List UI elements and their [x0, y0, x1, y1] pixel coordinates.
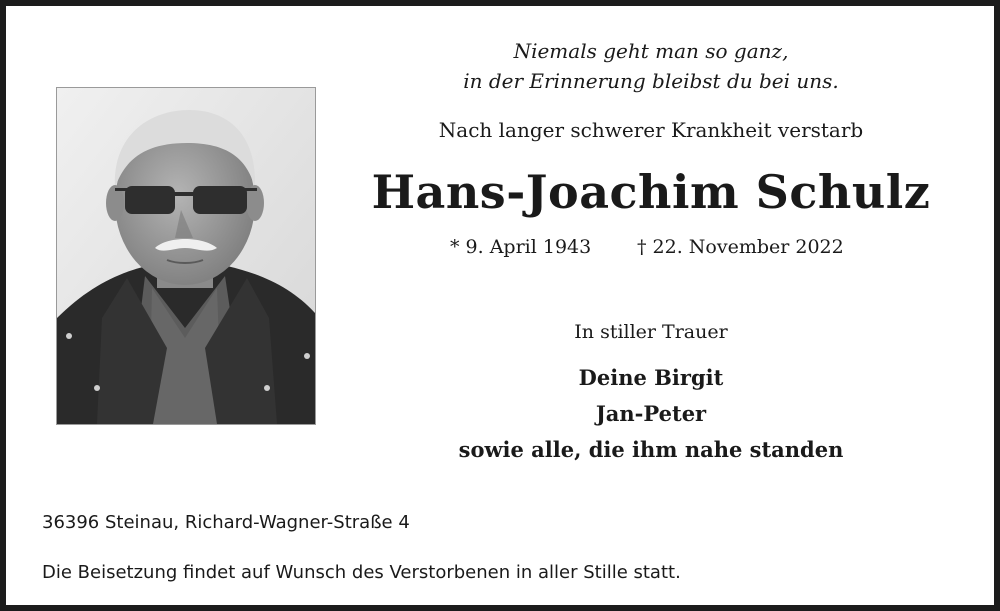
mourner-name: Jan-Peter: [595, 401, 707, 426]
mourner-name: Deine Birgit: [578, 365, 724, 390]
memorial-motto: [386, 36, 916, 96]
mourners-list: [426, 360, 876, 468]
motto-line-2: in der Erinnerung bleibst du bei uns.: [463, 69, 839, 93]
mourning-heading: In stiller Trauer: [574, 321, 728, 343]
portrait-image: [57, 88, 315, 424]
funeral-note: Die Beisetzung findet auf Wunsch des Verstorbenen in aller Stille statt.: [42, 562, 681, 583]
death-date: † 22. November 2022: [637, 236, 844, 258]
portrait-photo: [56, 87, 316, 425]
intro-text: Nach langer schwerer Krankheit verstarb: [438, 118, 864, 142]
motto-line-1: Niemals geht man so ganz,: [513, 39, 789, 63]
deceased-name: Hans-Joachim Schulz: [371, 165, 931, 219]
mourner-name: sowie alle, die ihm nahe standen: [458, 437, 844, 462]
family-address: 36396 Steinau, Richard-Wagner-Straße 4: [42, 512, 410, 533]
birth-date: * 9. April 1943: [450, 236, 592, 258]
